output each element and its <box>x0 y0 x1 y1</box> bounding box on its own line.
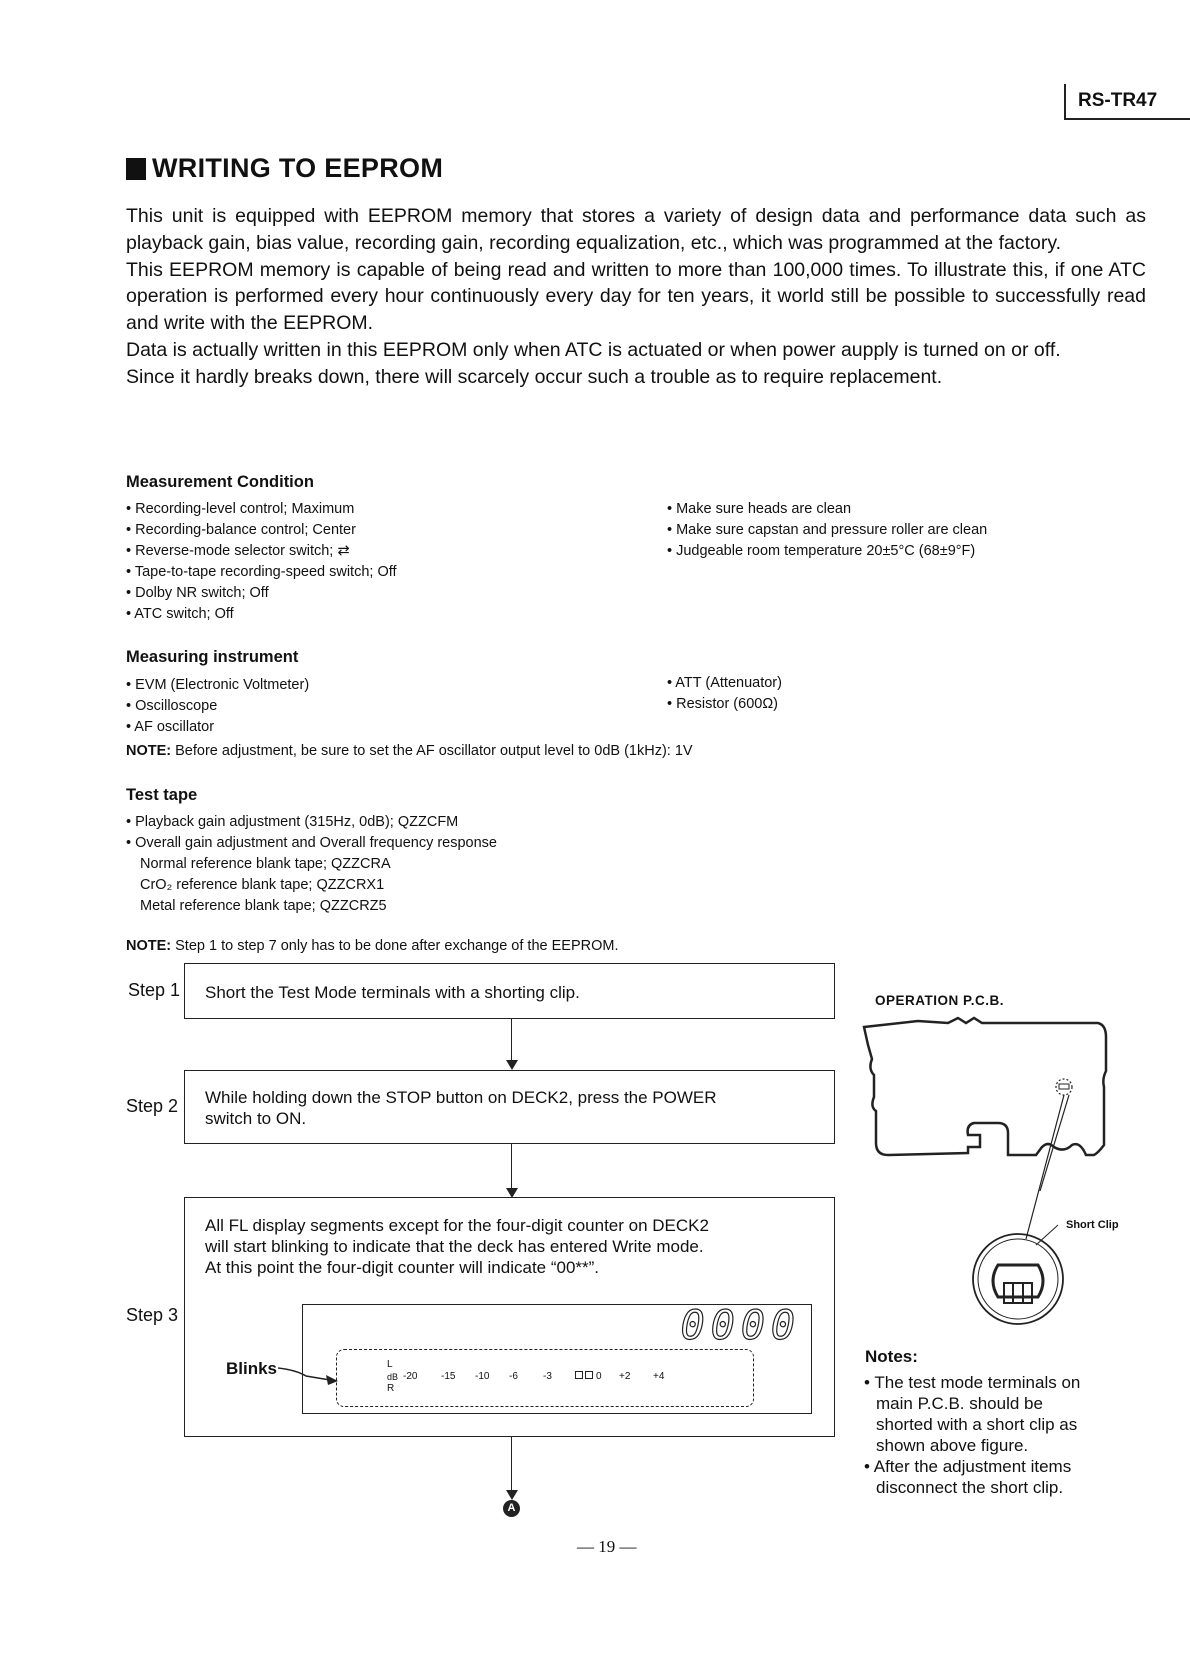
list-item: • Oscilloscope <box>126 698 218 714</box>
arrow-down-icon <box>506 1490 518 1500</box>
scale-tick: -20 <box>403 1371 418 1382</box>
blinks-pointer-arrow-icon <box>278 1366 340 1388</box>
list-item: • Judgeable room temperature 20±5°C (68±9°F) <box>667 543 976 559</box>
measuring-instrument-left-list <box>126 675 309 738</box>
list-item: • Reverse-mode selector switch; ⇄ <box>126 543 350 559</box>
note-text: Step 1 to step 7 only has to be done after exchange of the EEPROM. <box>175 938 619 954</box>
step-2-box <box>184 1070 835 1144</box>
list-item: • The test mode terminals on main P.C.B. should be shorted with a short clip as shown above figure. <box>864 1373 1081 1455</box>
scale-tick: -6 <box>509 1371 518 1382</box>
list-item: • Dolby NR switch; Off <box>126 585 269 601</box>
list-item: Normal reference blank tape; QZZCRA <box>140 856 391 872</box>
section-title-text: WRITING TO EEPROM <box>152 153 444 183</box>
scale-tick: +2 <box>619 1371 631 1382</box>
channel-l: L <box>387 1359 393 1370</box>
list-item: • Tape-to-tape recording-speed switch; Off <box>126 564 397 580</box>
list-item: CrO₂ reference blank tape; QZZCRX1 <box>140 877 385 893</box>
step-2-label: Step 2 <box>126 1096 179 1116</box>
intro-text <box>126 203 1146 391</box>
list-item: • Make sure capstan and pressure roller are clean <box>667 522 988 538</box>
step-3-text-line: All FL display segments except for the four-digit counter on DECK2 <box>205 1216 709 1235</box>
step-2-text-line: While holding down the STOP button on DECK2, press the POWER <box>205 1088 717 1107</box>
notes-list <box>860 1372 1100 1498</box>
level-scale <box>403 1371 683 1382</box>
notes-heading: Notes: <box>865 1347 918 1366</box>
note-text: Before adjustment, be sure to set the AF oscillator output level to 0dB (1kHz): 1V <box>175 743 693 759</box>
intro-paragraph: This EEPROM memory is capable of being read and written to more than 100,000 times. To illustrate this, if one ATC operation is performed every hour continuously every day for ten years, it world still be possible to successfully read and write with the EEPROM. <box>126 258 1146 335</box>
section-title <box>126 153 443 184</box>
test-tape-heading: Test tape <box>126 786 198 804</box>
channel-r: R <box>387 1383 395 1394</box>
list-item: • ATC switch; Off <box>126 606 234 622</box>
short-clip-label: Short Clip <box>1066 1219 1119 1231</box>
pcb-figure-label: OPERATION P.C.B. <box>875 993 1005 1008</box>
measuring-instrument-heading: Measuring instrument <box>126 648 299 666</box>
list-item: • After the adjustment items disconnect the short clip. <box>864 1457 1072 1497</box>
step-1-box <box>184 963 835 1019</box>
list-item: • EVM (Electronic Voltmeter) <box>126 677 310 693</box>
note-label: NOTE: <box>126 743 172 759</box>
continuation-marker-a: A <box>503 1500 520 1517</box>
step-3-label: Step 3 <box>126 1305 179 1325</box>
step-2-text-line: switch to ON. <box>205 1109 307 1128</box>
scale-tick: -10 <box>475 1371 490 1382</box>
step-1-text: Short the Test Mode terminals with a shorting clip. <box>205 983 580 1002</box>
list-item: Metal reference blank tape; QZZCRZ5 <box>140 898 387 914</box>
list-item: • Recording-level control; Maximum <box>126 501 355 517</box>
step-3-text-line: will start blinking to indicate that the deck has entered Write mode. <box>205 1237 704 1256</box>
scale-tick: -3 <box>543 1371 552 1382</box>
note-label: NOTE: <box>126 938 172 954</box>
list-item: • Recording-balance control; Center <box>126 522 356 538</box>
blinks-label: Blinks <box>226 1359 278 1378</box>
measurement-condition-left-list <box>126 499 397 625</box>
list-item: • Resistor (600Ω) <box>667 696 779 712</box>
channel-labels <box>387 1359 398 1395</box>
four-digit-counter: 0000 <box>680 1303 801 1349</box>
arrow-down-icon <box>506 1060 518 1070</box>
measurement-condition-heading: Measurement Condition <box>126 473 314 491</box>
blinking-segments-area <box>336 1349 754 1407</box>
scale-tick: 0 <box>596 1371 602 1382</box>
operation-pcb-diagram <box>858 1015 1118 1325</box>
list-item: • ATT (Attenuator) <box>667 675 782 691</box>
list-item: • AF oscillator <box>126 719 215 735</box>
note-af-oscillator <box>126 743 693 759</box>
measuring-instrument-right-list <box>667 673 782 715</box>
intro-paragraph: Since it hardly breaks down, there will scarcely occur such a trouble as to require replacement. <box>126 365 943 388</box>
db-label: dB <box>387 1372 399 1382</box>
note-eeprom-exchange <box>126 938 618 954</box>
page-number: — 19 — <box>577 1537 637 1556</box>
scale-tick: +4 <box>653 1371 665 1382</box>
test-tape-list <box>126 812 497 917</box>
model-number: RS-TR47 <box>1064 84 1190 120</box>
intro-paragraph: Data is actually written in this EEPROM only when ATC is actuated or when power aupply is turned on or off. <box>126 338 1061 361</box>
list-item: • Playback gain adjustment (315Hz, 0dB); QZZCFM <box>126 814 459 830</box>
step-3-text-line: At this point the four-digit counter will indicate “00**”. <box>205 1258 600 1277</box>
list-item: • Overall gain adjustment and Overall frequency response <box>126 835 497 851</box>
step-1-label: Step 1 <box>128 980 181 1000</box>
square-bullet-icon <box>126 158 146 180</box>
intro-paragraph: This unit is equipped with EEPROM memory that stores a variety of design data and performance data such as playback gain, bias value, recording gain, recording equalization, etc., which was programmed at the factory. <box>126 205 1146 254</box>
measurement-condition-right-list <box>667 499 987 562</box>
fl-display <box>302 1304 812 1414</box>
list-item: • Make sure heads are clean <box>667 501 852 517</box>
flow-arrow-line <box>511 1437 512 1495</box>
scale-tick: -15 <box>441 1371 456 1382</box>
